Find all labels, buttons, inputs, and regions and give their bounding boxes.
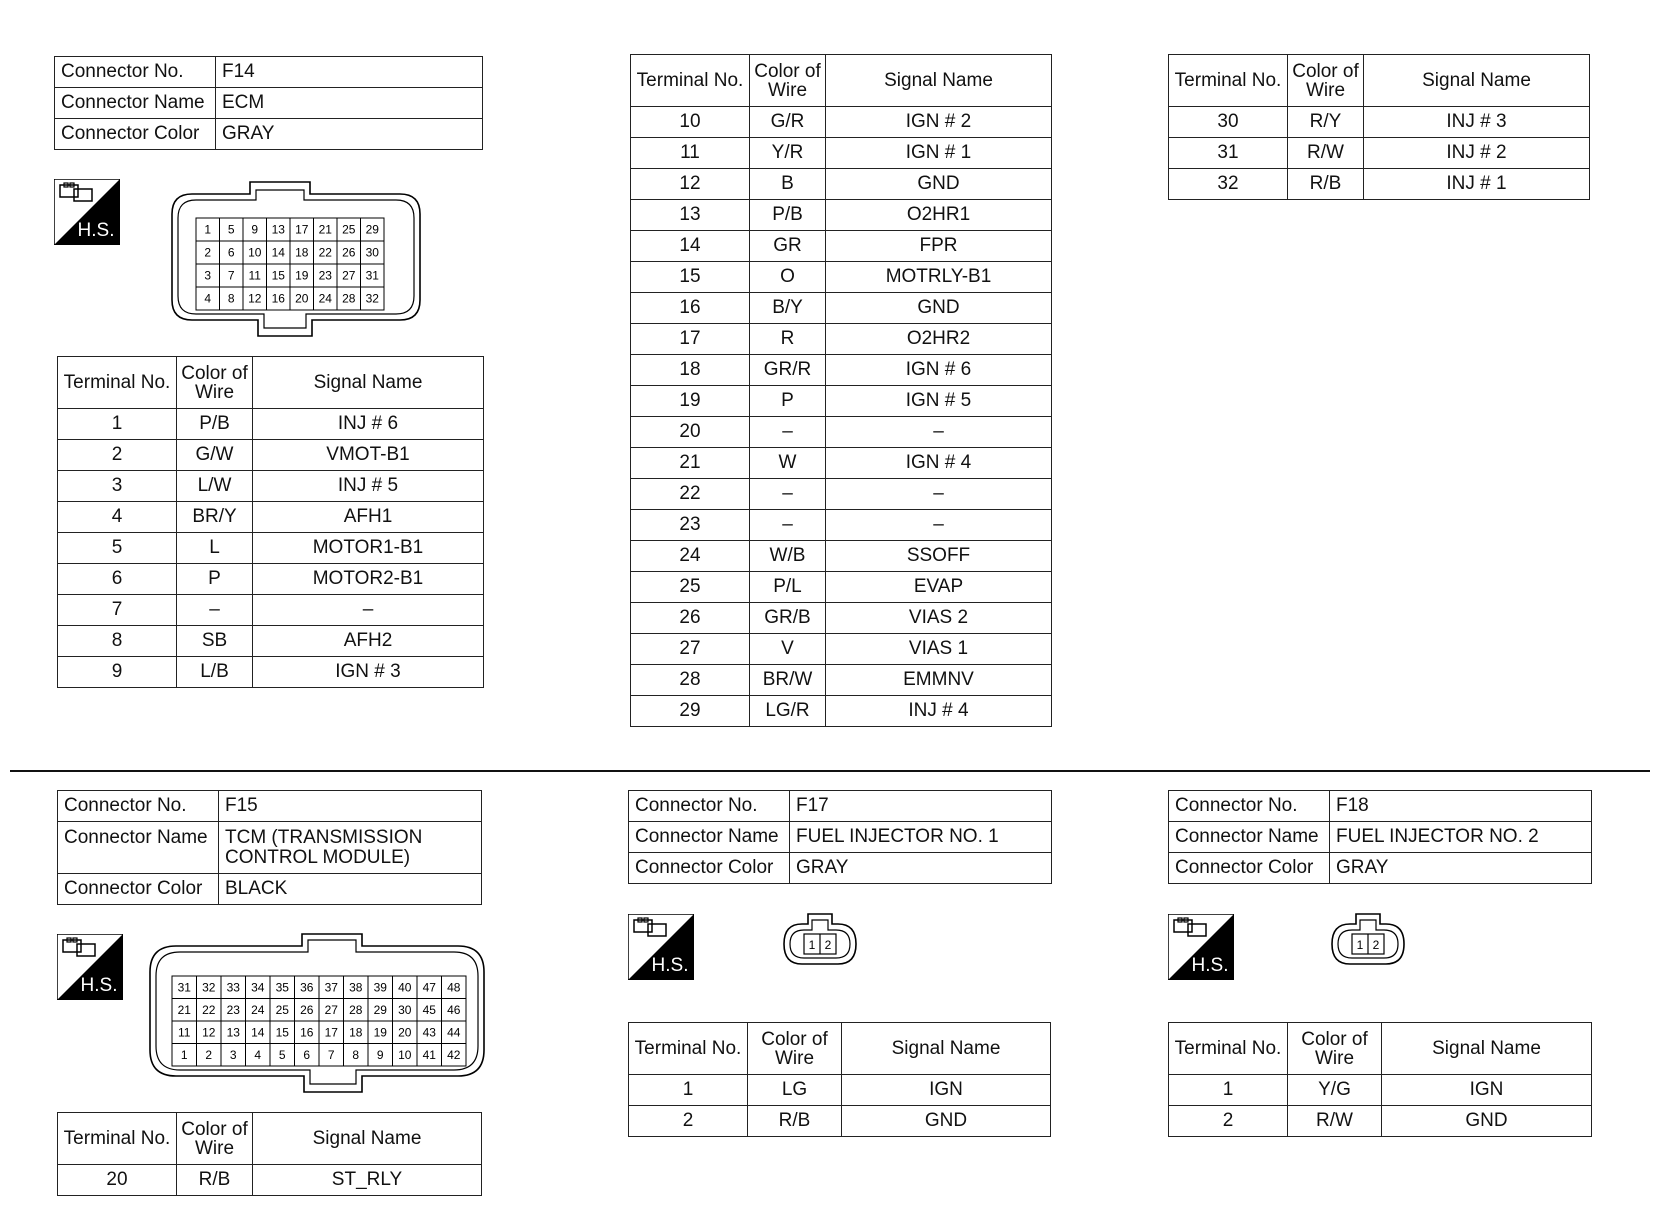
f18-connector-face-diagram [1330,912,1406,968]
table-row [631,479,1052,510]
signal-name-cell: SSOFF [826,541,1052,572]
table-row [631,665,1052,696]
table-row [631,138,1052,169]
wire-color-cell: L [177,533,253,564]
terminal-no-cell: 27 [631,634,750,665]
terminal-no-cell: 17 [631,324,750,355]
table-row [58,471,484,502]
wire-color-cell: G/W [177,440,253,471]
wire-color-cell: BR/Y [177,502,253,533]
pin-label: 35 [275,980,289,995]
signal-name-cell: IGN [1382,1075,1592,1106]
section-divider [10,770,1650,772]
pin-label: 40 [398,980,412,995]
header-color-of-wire: Color of Wire [177,1113,253,1165]
label-connector-color: Connector Color [629,853,790,884]
pin-label: 37 [324,980,338,995]
table-row [631,262,1052,293]
wire-color-cell: R/W [1288,138,1364,169]
header-terminal-no: Terminal No. [629,1023,748,1075]
connector-color-value: GRAY [790,853,1052,884]
signal-name-cell: IGN # 3 [253,657,484,688]
wire-color-cell: R [750,324,826,355]
pin-label: 2 [1372,938,1380,952]
wire-color-cell: LG [748,1075,842,1106]
hs-badge-text: H.S. [651,955,689,976]
f15-connector-info [57,790,482,905]
wire-color-cell: V [750,634,826,665]
pin-label: 28 [342,291,356,306]
wire-color-cell: L/W [177,471,253,502]
signal-name-cell: FPR [826,231,1052,262]
pin-label: 20 [295,291,309,306]
f14-terminal-table-c [1168,54,1590,200]
pin-label: 34 [251,980,265,995]
pin-label: 3 [229,1047,237,1062]
signal-name-cell: – [826,510,1052,541]
table-row [631,634,1052,665]
harness-side-icon [1168,914,1234,980]
table-row [629,1075,1051,1106]
pin-label: 48 [447,980,461,995]
wire-color-cell: GR/B [750,603,826,634]
signal-name-cell: GND [826,169,1052,200]
pin-label: 31 [365,268,379,283]
pin-label: 10 [248,245,262,260]
table-row [58,502,484,533]
header-color-of-wire: Color of Wire [1288,1023,1382,1075]
terminal-no-cell: 18 [631,355,750,386]
pin-label: 38 [349,980,363,995]
signal-name-cell: GND [842,1106,1051,1137]
table-row [58,533,484,564]
pin-label: 27 [324,1002,338,1017]
pin-label: 30 [365,245,379,260]
pin-label: 17 [324,1025,338,1040]
terminal-no-cell: 14 [631,231,750,262]
wire-color-cell: LG/R [750,696,826,727]
f17-connector-info [628,790,1052,884]
signal-name-cell: MOTRLY-B1 [826,262,1052,293]
pin-label: 7 [327,1047,335,1062]
table-row [58,626,484,657]
signal-name-cell: MOTOR1-B1 [253,533,484,564]
pin-label: 26 [300,1002,314,1017]
table-row [1169,1075,1592,1106]
pin-label: 28 [349,1002,363,1017]
table-row [58,409,484,440]
wire-color-cell: GR [750,231,826,262]
table-row [58,595,484,626]
pin-label: 29 [373,1002,387,1017]
header-terminal-no: Terminal No. [58,1113,177,1165]
signal-name-cell: – [826,417,1052,448]
pin-label: 22 [318,245,332,260]
signal-name-cell: IGN # 5 [826,386,1052,417]
signal-name-cell: – [253,595,484,626]
f15-terminal-table [57,1112,482,1196]
f14-terminal-table-b [630,54,1052,727]
table-row [1169,1106,1592,1137]
pin-label: 25 [342,222,356,237]
pin-label: 18 [295,245,309,260]
terminal-no-cell: 3 [58,471,177,502]
pin-label: 1 [180,1047,188,1062]
pin-label: 12 [202,1025,216,1040]
pin-label: 11 [178,1025,191,1040]
pin-label: 19 [373,1025,387,1040]
f14-connector-info [54,56,483,150]
wire-color-cell: – [750,510,826,541]
header-signal-name: Signal Name [253,1113,482,1165]
terminal-no-cell: 19 [631,386,750,417]
table-row [631,417,1052,448]
signal-name-cell: O2HR2 [826,324,1052,355]
label-connector-name: Connector Name [1169,822,1330,853]
terminal-no-cell: 30 [1169,107,1288,138]
pin-label: 9 [376,1047,384,1062]
terminal-no-cell: 24 [631,541,750,572]
pin-label: 19 [295,268,309,283]
pin-label: 7 [227,268,235,283]
connector-color-value: GRAY [216,119,483,150]
pin-label: 1 [1356,938,1364,952]
signal-name-cell: INJ # 3 [1364,107,1590,138]
header-signal-name: Signal Name [253,357,484,409]
header-signal-name: Signal Name [1364,55,1590,107]
signal-name-cell: INJ # 2 [1364,138,1590,169]
terminal-no-cell: 31 [1169,138,1288,169]
terminal-no-cell: 11 [631,138,750,169]
pin-label: 32 [365,291,379,306]
table-row [631,200,1052,231]
terminal-no-cell: 22 [631,479,750,510]
table-row [631,572,1052,603]
terminal-no-cell: 13 [631,200,750,231]
terminal-no-cell: 2 [1169,1106,1288,1137]
wire-color-cell: – [177,595,253,626]
wire-color-cell: GR/R [750,355,826,386]
pin-label: 10 [398,1047,412,1062]
pin-label: 5 [278,1047,286,1062]
wire-color-cell: R/Y [1288,107,1364,138]
pin-label: 15 [275,1025,289,1040]
pin-label: 39 [373,980,387,995]
wire-color-cell: P/B [177,409,253,440]
pin-label: 44 [447,1025,461,1040]
pin-label: 3 [204,268,212,283]
pin-label: 2 [204,245,212,260]
pin-label: 14 [271,245,285,260]
pin-label: 36 [300,980,314,995]
pin-label: 8 [352,1047,360,1062]
f18-connector-info [1168,790,1592,884]
label-connector-no: Connector No. [629,791,790,822]
terminal-no-cell: 12 [631,169,750,200]
terminal-no-cell: 21 [631,448,750,479]
pin-label: 5 [227,222,235,237]
terminal-no-cell: 1 [1169,1075,1288,1106]
signal-name-cell: IGN # 6 [826,355,1052,386]
wire-color-cell: W/B [750,541,826,572]
label-connector-no: Connector No. [58,791,219,822]
signal-name-cell: INJ # 4 [826,696,1052,727]
signal-name-cell: IGN [842,1075,1051,1106]
wire-color-cell: O [750,262,826,293]
connector-color-value: BLACK [219,874,482,905]
pin-label: 11 [248,268,261,283]
pin-label: 6 [303,1047,311,1062]
wire-color-cell: P/B [750,200,826,231]
terminal-no-cell: 6 [58,564,177,595]
label-connector-no: Connector No. [1169,791,1330,822]
label-connector-color: Connector Color [58,874,219,905]
signal-name-cell: ST_RLY [253,1165,482,1196]
connector-no-value: F14 [216,57,483,88]
header-signal-name: Signal Name [826,55,1052,107]
pin-label: 33 [226,980,240,995]
wire-color-cell: B/Y [750,293,826,324]
table-row [631,169,1052,200]
table-row [1169,107,1590,138]
header-terminal-no: Terminal No. [631,55,750,107]
label-connector-name: Connector Name [629,822,790,853]
pin-label: 13 [271,222,285,237]
table-row [631,386,1052,417]
pin-label: 23 [318,268,332,283]
table-row [631,355,1052,386]
wire-color-cell: – [750,417,826,448]
pin-label: 45 [422,1002,436,1017]
f17-connector-face-diagram [782,912,858,968]
signal-name-cell: IGN # 2 [826,107,1052,138]
harness-side-icon [628,914,694,980]
signal-name-cell: VIAS 1 [826,634,1052,665]
pin-label: 24 [318,291,332,306]
pin-label: 21 [177,1002,191,1017]
pin-label: 15 [271,268,285,283]
terminal-no-cell: 7 [58,595,177,626]
wire-color-cell: W [750,448,826,479]
pin-label: 25 [275,1002,289,1017]
label-connector-no: Connector No. [55,57,216,88]
wire-color-cell: BR/W [750,665,826,696]
signal-name-cell: VMOT-B1 [253,440,484,471]
wire-color-cell: Y/R [750,138,826,169]
wire-color-cell: SB [177,626,253,657]
table-row [631,541,1052,572]
terminal-no-cell: 32 [1169,169,1288,200]
pin-label: 14 [251,1025,265,1040]
signal-name-cell: GND [1382,1106,1592,1137]
signal-name-cell: VIAS 2 [826,603,1052,634]
pin-label: 31 [177,980,191,995]
wire-color-cell: P [750,386,826,417]
wire-color-cell: P [177,564,253,595]
terminal-no-cell: 25 [631,572,750,603]
terminal-no-cell: 4 [58,502,177,533]
signal-name-cell: INJ # 1 [1364,169,1590,200]
pin-label: 1 [808,938,816,952]
pin-label: 2 [824,938,832,952]
pin-label: 29 [365,222,379,237]
connector-no-value: F18 [1330,791,1592,822]
harness-side-icon [54,179,120,245]
connector-color-value: GRAY [1330,853,1592,884]
f15-connector-face-diagram [148,932,486,1094]
label-connector-name: Connector Name [55,88,216,119]
pin-label: 4 [204,291,212,306]
table-row [1169,169,1590,200]
hs-badge-text: H.S. [1191,955,1229,976]
terminal-no-cell: 15 [631,262,750,293]
wire-color-cell: L/B [177,657,253,688]
f18-terminal-table [1168,1022,1592,1137]
wire-color-cell: R/B [748,1106,842,1137]
table-row [631,696,1052,727]
signal-name-cell: O2HR1 [826,200,1052,231]
terminal-no-cell: 1 [629,1075,748,1106]
signal-name-cell: IGN # 4 [826,448,1052,479]
hs-badge-text: H.S. [80,975,118,996]
terminal-no-cell: 2 [58,440,177,471]
wire-color-cell: Y/G [1288,1075,1382,1106]
pin-label: 41 [422,1047,436,1062]
table-row [631,510,1052,541]
f17-terminal-table [628,1022,1051,1137]
table-row [631,324,1052,355]
pin-label: 4 [254,1047,262,1062]
table-row [58,564,484,595]
pin-label: 17 [295,222,309,237]
header-terminal-no: Terminal No. [58,357,177,409]
header-color-of-wire: Color of Wire [750,55,826,107]
pin-label: 26 [342,245,356,260]
pin-label: 16 [271,291,285,306]
terminal-no-cell: 20 [631,417,750,448]
f14-terminal-table-a [57,356,484,688]
header-color-of-wire: Color of Wire [177,357,253,409]
signal-name-cell: – [826,479,1052,510]
pin-label: 9 [251,222,259,237]
header-color-of-wire: Color of Wire [748,1023,842,1075]
connector-no-value: F15 [219,791,482,822]
terminal-no-cell: 20 [58,1165,177,1196]
wire-color-cell: R/B [1288,169,1364,200]
signal-name-cell: INJ # 6 [253,409,484,440]
table-row [631,293,1052,324]
wire-color-cell: R/W [1288,1106,1382,1137]
signal-name-cell: EVAP [826,572,1052,603]
terminal-no-cell: 29 [631,696,750,727]
header-signal-name: Signal Name [1382,1023,1592,1075]
pin-label: 13 [226,1025,240,1040]
terminal-no-cell: 26 [631,603,750,634]
terminal-no-cell: 5 [58,533,177,564]
signal-name-cell: GND [826,293,1052,324]
terminal-no-cell: 9 [58,657,177,688]
wire-color-cell: B [750,169,826,200]
label-connector-color: Connector Color [55,119,216,150]
connector-name-value: FUEL INJECTOR NO. 2 [1330,822,1592,853]
pin-label: 42 [447,1047,461,1062]
pin-label: 27 [342,268,356,283]
table-row [631,107,1052,138]
pin-label: 6 [227,245,235,260]
pin-label: 22 [202,1002,216,1017]
header-color-of-wire: Color of Wire [1288,55,1364,107]
pin-label: 30 [398,1002,412,1017]
pin-label: 24 [251,1002,265,1017]
pin-label: 18 [349,1025,363,1040]
terminal-no-cell: 2 [629,1106,748,1137]
connector-name-value: ECM [216,88,483,119]
terminal-no-cell: 1 [58,409,177,440]
header-signal-name: Signal Name [842,1023,1051,1075]
f14-connector-face-diagram [170,180,422,340]
connector-no-value: F17 [790,791,1052,822]
signal-name-cell: IGN # 1 [826,138,1052,169]
signal-name-cell: AFH1 [253,502,484,533]
pin-label: 2 [205,1047,213,1062]
table-row [1169,138,1590,169]
signal-name-cell: EMMNV [826,665,1052,696]
label-connector-color: Connector Color [1169,853,1330,884]
pin-label: 16 [300,1025,314,1040]
table-row [58,440,484,471]
terminal-no-cell: 23 [631,510,750,541]
pin-label: 20 [398,1025,412,1040]
terminal-no-cell: 16 [631,293,750,324]
pin-label: 12 [248,291,262,306]
signal-name-cell: INJ # 5 [253,471,484,502]
terminal-no-cell: 10 [631,107,750,138]
signal-name-cell: MOTOR2-B1 [253,564,484,595]
terminal-no-cell: 28 [631,665,750,696]
pin-label: 21 [318,222,332,237]
header-terminal-no: Terminal No. [1169,1023,1288,1075]
label-connector-name: Connector Name [58,822,219,874]
table-row [631,448,1052,479]
pin-label: 47 [422,980,436,995]
wire-color-cell: – [750,479,826,510]
table-row [631,603,1052,634]
wire-color-cell: G/R [750,107,826,138]
pin-label: 46 [447,1002,461,1017]
table-row [58,1165,482,1196]
signal-name-cell: AFH2 [253,626,484,657]
pin-label: 23 [226,1002,240,1017]
wire-color-cell: P/L [750,572,826,603]
pin-label: 8 [227,291,235,306]
header-terminal-no: Terminal No. [1169,55,1288,107]
connector-name-value: TCM (TRANSMISSION CONTROL MODULE) [219,822,482,874]
pin-label: 1 [204,222,212,237]
wire-color-cell: R/B [177,1165,253,1196]
pin-label: 32 [202,980,216,995]
hs-badge-text: H.S. [77,220,115,241]
table-row [629,1106,1051,1137]
table-row [631,231,1052,262]
connector-name-value: FUEL INJECTOR NO. 1 [790,822,1052,853]
pin-label: 43 [422,1025,436,1040]
table-row [58,657,484,688]
harness-side-icon [57,934,123,1000]
terminal-no-cell: 8 [58,626,177,657]
